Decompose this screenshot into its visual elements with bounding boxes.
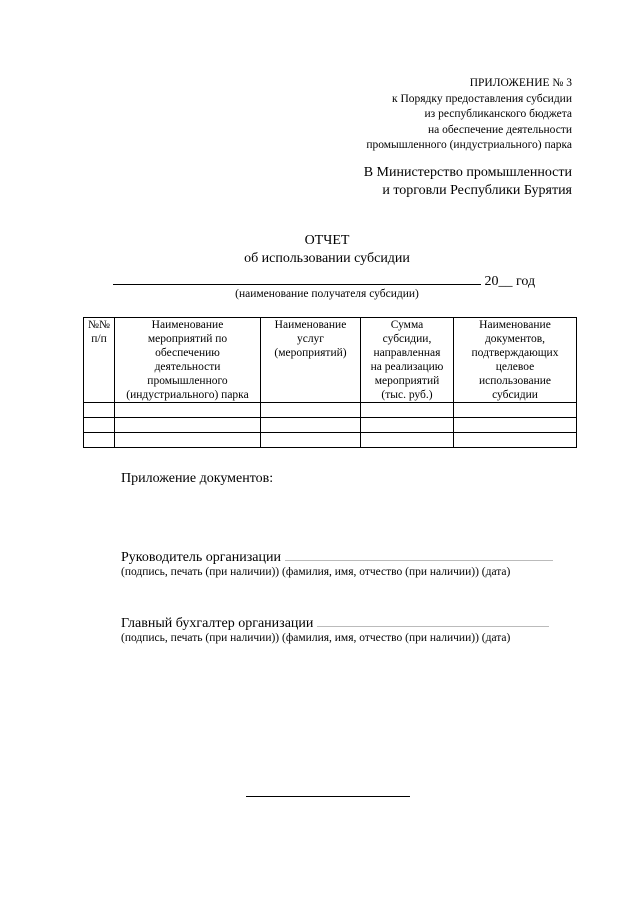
table-row xyxy=(84,418,577,433)
table-cell[interactable] xyxy=(454,418,577,433)
accountant-label: Главный бухгалтер организации xyxy=(121,616,314,631)
table-row xyxy=(84,433,577,448)
year-label: 20__ год xyxy=(484,274,536,289)
report-title: ОТЧЕТ xyxy=(304,233,350,248)
addressee-line: и торговли Республики Бурятия xyxy=(382,183,572,198)
col-activities-header: Наименование мероприятий по обеспечению деятельности промышленного (индустриального) парка xyxy=(115,318,261,403)
addressee-line: В Министерство промышленности xyxy=(363,165,572,180)
table-cell[interactable] xyxy=(115,403,261,418)
director-label: Руководитель организации xyxy=(121,550,281,565)
table-cell[interactable] xyxy=(84,418,115,433)
table-cell[interactable] xyxy=(261,418,361,433)
report-title-block xyxy=(0,232,640,268)
table-body xyxy=(84,403,577,448)
recipient-line xyxy=(113,270,535,290)
bottom-divider xyxy=(246,796,410,797)
appendix-line: промышленного (индустриального) парка xyxy=(366,139,572,151)
addressee-block xyxy=(364,164,572,200)
table-cell[interactable] xyxy=(261,403,361,418)
col-amount-header: Сумма субсидии, направленная на реализацию мероприятий (тыс. руб.) xyxy=(361,318,454,403)
table-cell[interactable] xyxy=(115,433,261,448)
recipient-blank xyxy=(113,270,481,285)
table-cell[interactable] xyxy=(454,433,577,448)
recipient-hint-text: (наименование получателя субсидии) xyxy=(235,288,419,300)
table-cell[interactable] xyxy=(361,433,454,448)
col-number-header: №№ п/п xyxy=(84,318,115,403)
director-signature-blank[interactable] xyxy=(285,546,553,561)
accountant-signature-blank[interactable] xyxy=(317,612,549,627)
table-cell[interactable] xyxy=(84,433,115,448)
appendix-line: к Порядку предоставления субсидии xyxy=(392,92,572,105)
recipient-hint xyxy=(0,288,640,300)
appendix-line: из республиканского бюджета xyxy=(424,108,572,120)
attachments-label: Приложение документов: xyxy=(121,471,274,486)
appendix-line: ПРИЛОЖЕНИЕ № 3 xyxy=(469,77,572,89)
director-signature-hint: (подпись, печать (при наличии)) (фамилия, имя, отчество (при наличии)) (дата) xyxy=(121,566,511,578)
table-cell[interactable] xyxy=(84,403,115,418)
report-table xyxy=(83,317,577,448)
appendix-line: на обеспечение деятельности xyxy=(427,123,572,136)
accountant-signature-line xyxy=(121,612,549,632)
col-services-header: Наименование услуг (мероприятий) xyxy=(261,318,361,403)
col-documents-header: Наименование документов, подтверждающих целевое использование субсидии xyxy=(454,318,577,403)
table-cell[interactable] xyxy=(454,403,577,418)
table-cell[interactable] xyxy=(361,403,454,418)
table-header-row xyxy=(84,318,577,403)
director-signature-line xyxy=(121,546,553,566)
appendix-header xyxy=(366,76,572,154)
table-cell[interactable] xyxy=(361,418,454,433)
table-cell[interactable] xyxy=(261,433,361,448)
report-subtitle: об использовании субсидии xyxy=(244,251,410,266)
table-row xyxy=(84,403,577,418)
table-cell[interactable] xyxy=(115,418,261,433)
accountant-signature-hint: (подпись, печать (при наличии)) (фамилия, имя, отчество (при наличии)) (дата) xyxy=(121,632,511,644)
